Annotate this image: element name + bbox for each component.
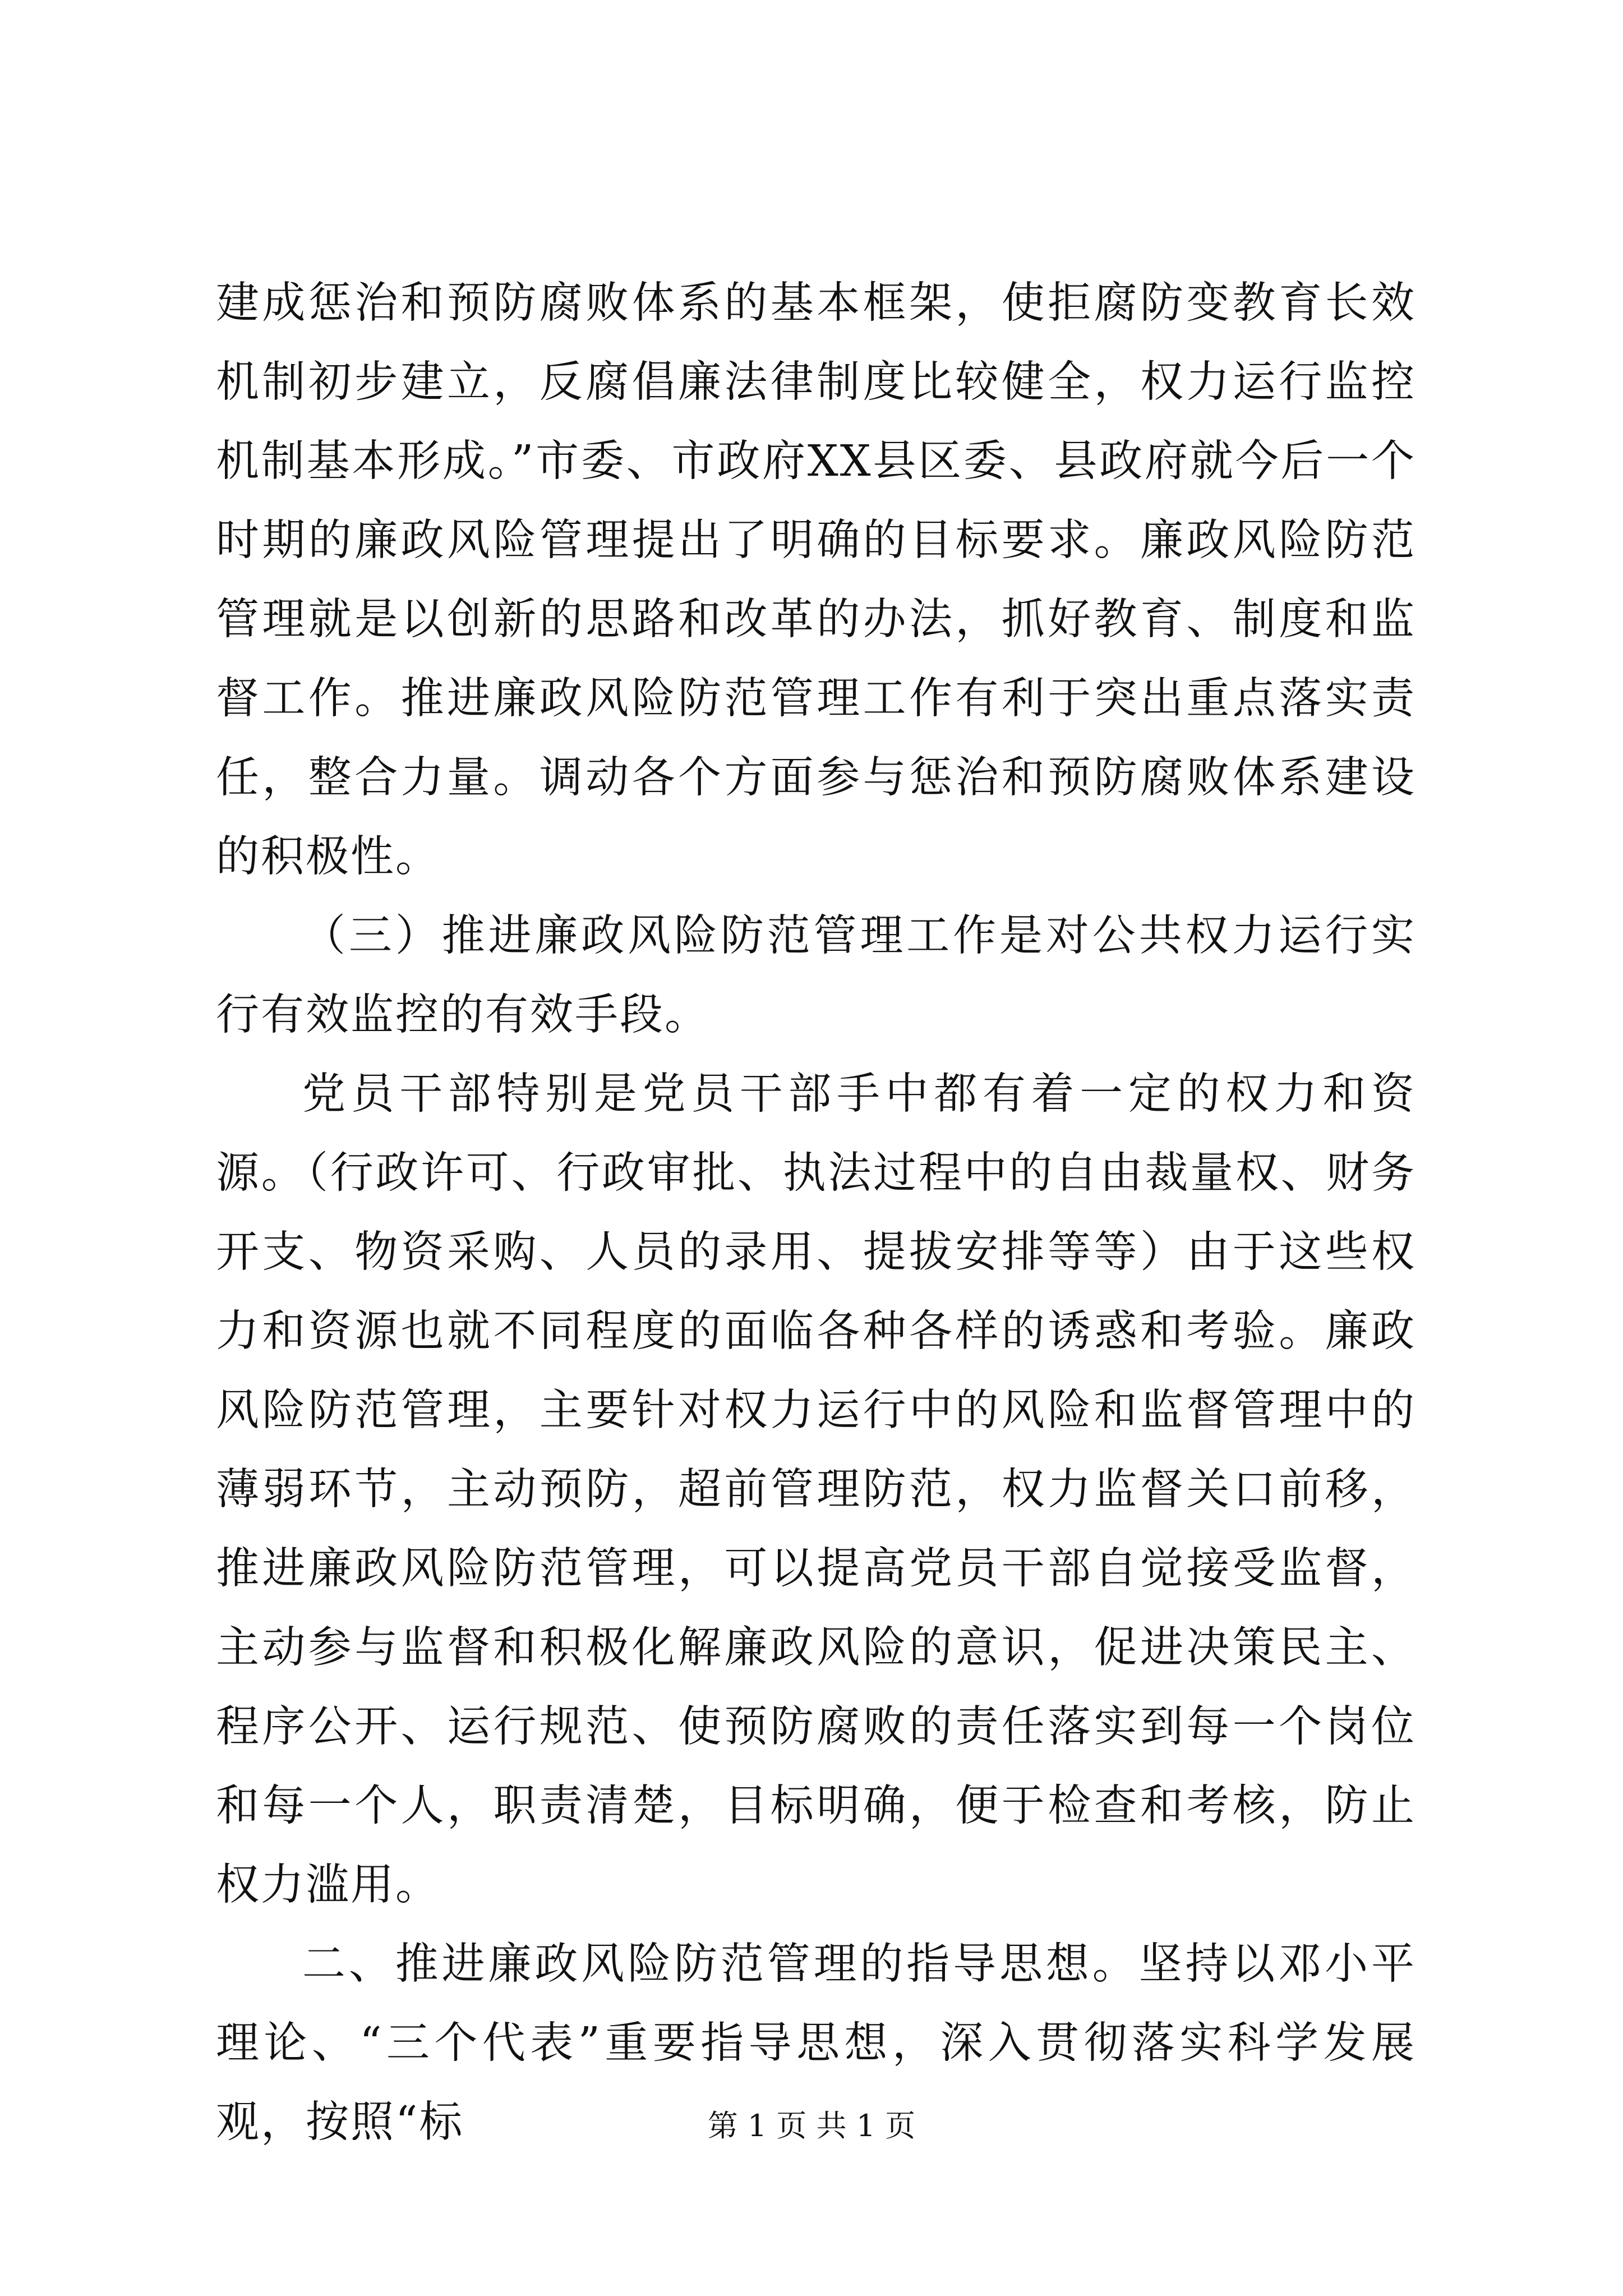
document-body (216, 264, 1416, 2162)
paragraph-cadre-power: 党员干部特别是党员干部手中都有着一定的权力和资源。（行政许可、行政审批、执法过程中的自由裁量权、财务开支、物资采购、人员的录用、提拔安排等等）由于这些权力和资源也就不同程度的面临各种各样的诱惑和考验。廉政风险防范管理，主要针对权力运行中的风险和监督管理中的薄弱环节，主动预防，超前管理防范，权力监督关口前移，推进廉政风险防范管理，可以提高党员干部自觉接受监督，主动参与监督和积极化解廉政风险的意识，促进决策民主、程序公开、运行规范、使预防腐败的责任落实到每一个岗位和每一个人，职责清楚，目标明确，便于检查和考核，防止权力滥用。 (216, 1069, 1416, 1910)
page-footer (0, 2106, 1623, 2146)
paragraph-continuation: 建成惩治和预防腐败体系的基本框架，使拒腐防变教育长效机制初步建立，反腐倡廉法律制度比较健全，权力运行监控机制基本形成。”市委、市政府XX县区委、县政府就今后一个时期的廉政风险管理提出了明确的目标要求。廉政风险防范管理就是以创新的思路和改革的办法，抓好教育、制度和监督工作。推进廉政风险防范管理工作有利于突出重点落实责任，整合力量。调动各个方面参与惩治和预防腐败体系建设的积极性。 (216, 278, 1416, 882)
paragraph-guiding-ideology: 二、推进廉政风险防范管理的指导思想。坚持以邓小平理论、“三个代表”重要指导思想，深入贯彻落实科学发展观，按照“标 (216, 1939, 1416, 2147)
page-number-label: 第 1 页 共 1 页 (707, 2108, 916, 2143)
paragraph-section-three-heading: （三）推进廉政风险防范管理工作是对公共权力运行实行有效监控的有效手段。 (216, 911, 1416, 1040)
